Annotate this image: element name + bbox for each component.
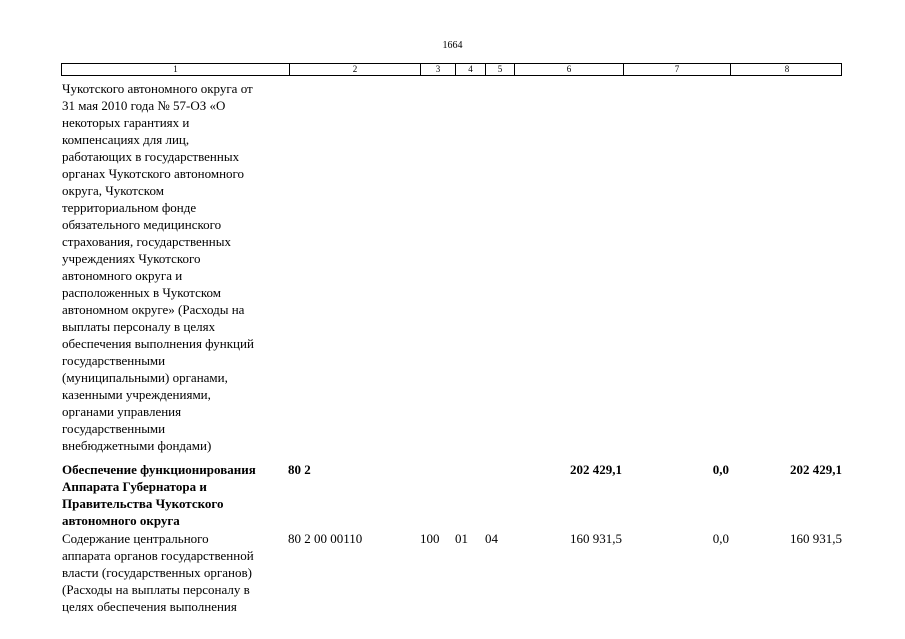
table-row-continuation-name xyxy=(62,80,287,454)
row1-name-line: Аппарата Губернатора и xyxy=(62,479,207,494)
row1-name-line: Правительства Чукотского xyxy=(62,496,224,511)
row0-name-line: некоторых гарантиях и xyxy=(62,115,190,130)
row0-name-line: компенсациях для лиц, xyxy=(62,132,190,147)
header-col-4: 4 xyxy=(455,64,485,75)
row0-name-line: автономного округа и xyxy=(62,268,183,283)
row2-sum-3: 160 931,5 xyxy=(790,531,842,546)
table-row-item-name xyxy=(62,530,287,615)
table-row-section-name xyxy=(62,461,287,529)
row0-name-line: органами управления xyxy=(62,404,182,419)
row2-name-line: Содержание центрального xyxy=(62,531,209,546)
row1-name-line: автономного округа xyxy=(62,513,180,528)
row0-name-line: территориальном фонде xyxy=(62,200,197,215)
row1-code: 80 2 xyxy=(288,462,311,477)
row0-name-line: страхования, государственных xyxy=(62,234,231,249)
row0-name-line: внебюджетными фондами) xyxy=(62,438,212,453)
header-col-2: 2 xyxy=(289,64,420,75)
row1-sum-1: 202 429,1 xyxy=(570,462,622,477)
row1-name-line: Обеспечение функционирования xyxy=(62,462,256,477)
row2-name-line: аппарата органов государственной xyxy=(62,548,254,563)
row1-sum-3: 202 429,1 xyxy=(790,462,842,477)
row2-name-line: власти (государственных органов) xyxy=(62,565,252,580)
header-col-3: 3 xyxy=(420,64,455,75)
row0-name-line: учреждениях Чукотского xyxy=(62,251,201,266)
row2-sum-1: 160 931,5 xyxy=(570,531,622,546)
header-col-7: 7 xyxy=(623,64,730,75)
row0-name-line: работающих в государственных xyxy=(62,149,240,164)
row1-sum-2: 0,0 xyxy=(712,462,729,477)
row2-rz: 01 xyxy=(455,531,468,546)
row0-name-line: автономном округе» (Расходы на xyxy=(62,302,245,317)
row0-name-line: расположенных в Чукотском xyxy=(62,285,222,300)
row0-name-line: государственными xyxy=(62,353,166,368)
row0-name-line: казенными учреждениями, xyxy=(62,387,211,402)
row0-name-line: государственными xyxy=(62,421,166,436)
page-number: 1664 xyxy=(442,40,463,51)
table-header-row xyxy=(61,63,842,76)
row0-name-line: Чукотского автономного округа от xyxy=(62,81,253,96)
row2-sum-2: 0,0 xyxy=(712,531,729,546)
row0-name-line: обеспечения выполнения функций xyxy=(62,336,254,351)
row0-name-line: (муниципальными) органами, xyxy=(62,370,228,385)
header-col-6: 6 xyxy=(514,64,623,75)
header-col-1: 1 xyxy=(173,64,178,74)
header-col-5: 5 xyxy=(485,64,514,75)
row2-name-line: целях обеспечения выполнения xyxy=(62,599,237,614)
row0-name-line: органах Чукотского автономного xyxy=(62,166,245,181)
row2-vr: 100 xyxy=(420,531,440,546)
row0-name-line: 31 мая 2010 года № 57-ОЗ «О xyxy=(62,98,226,113)
row0-name-line: обязательного медицинского xyxy=(62,217,222,232)
header-col-8: 8 xyxy=(730,64,843,75)
row2-name-line: (Расходы на выплаты персоналу в xyxy=(62,582,250,597)
row2-pr: 04 xyxy=(485,531,498,546)
row0-name-line: выплаты персоналу в целях xyxy=(62,319,216,334)
row2-code: 80 2 00 00110 xyxy=(288,531,363,546)
row0-name-line: округа, Чукотском xyxy=(62,183,164,198)
